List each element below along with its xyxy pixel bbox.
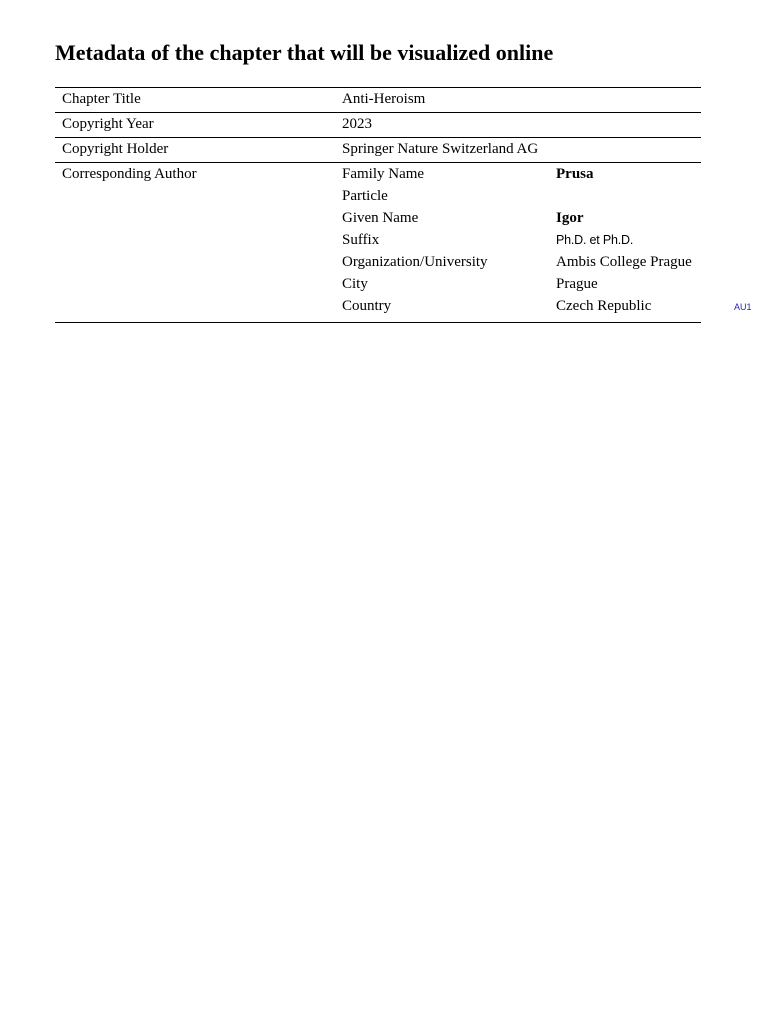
author-details	[342, 166, 701, 320]
row-chapter-title	[55, 88, 701, 113]
row-copyright-year	[55, 113, 701, 138]
field-value: Igor	[556, 210, 584, 226]
row-label: Copyright Holder	[62, 141, 169, 157]
row-label: Copyright Year	[62, 116, 154, 132]
field-label: Particle	[342, 188, 388, 204]
field-value: Prusa	[556, 166, 594, 182]
field-label: Given Name	[342, 210, 419, 226]
row-value: 2023	[342, 116, 372, 132]
field-label: Country	[342, 298, 392, 314]
author-field-organization	[342, 254, 701, 276]
row-value: Anti-Heroism	[342, 91, 426, 107]
field-label: Organization/University	[342, 254, 488, 270]
field-label: Family Name	[342, 166, 425, 182]
page-title: Metadata of the chapter that will be visualized online	[55, 40, 554, 65]
field-label: City	[342, 276, 368, 292]
metadata-table	[55, 87, 701, 323]
row-corresponding-author	[55, 163, 701, 322]
field-value: Czech Republic	[556, 298, 652, 314]
row-label: Chapter Title	[62, 91, 141, 107]
author-query-marker[interactable]: AU1	[734, 302, 752, 312]
row-label: Corresponding Author	[62, 166, 197, 182]
field-value: Ph.D. et Ph.D.	[556, 233, 634, 247]
author-field-family-name	[342, 166, 701, 188]
row-copyright-holder	[55, 138, 701, 163]
author-field-given-name	[342, 210, 701, 232]
row-value: Springer Nature Switzerland AG	[342, 141, 539, 157]
field-label: Suffix	[342, 232, 380, 248]
author-field-country	[342, 298, 701, 320]
field-value: Prague	[556, 276, 598, 292]
field-value: Ambis College Prague	[556, 254, 692, 270]
